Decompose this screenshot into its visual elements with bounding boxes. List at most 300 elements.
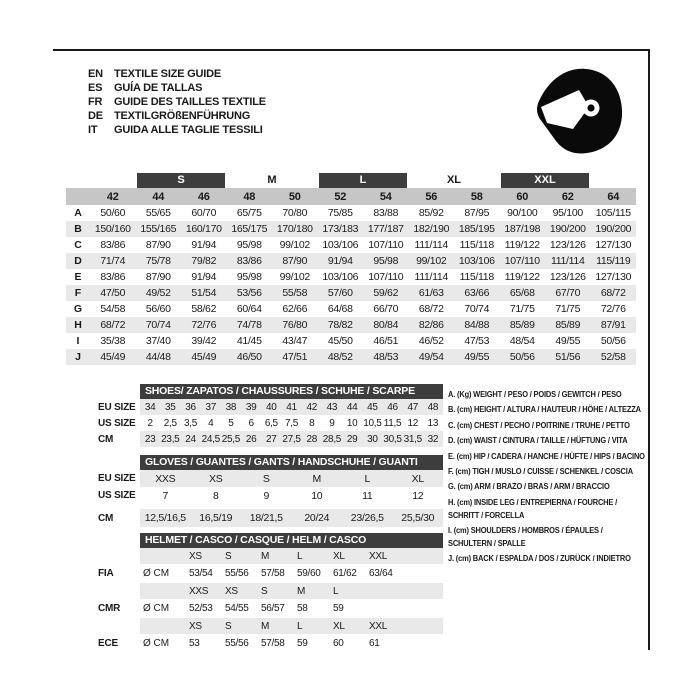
measurement-value: 63/66 — [464, 287, 490, 299]
language-title: GUIDA ALLE TAGLIE TESSILI — [114, 124, 263, 136]
measurement-value: 87/90 — [145, 239, 171, 251]
measurement-value: 49/52 — [145, 287, 171, 299]
measurement-value: 95/98 — [236, 239, 262, 251]
numeric-size: 58 — [470, 190, 483, 203]
gloves-size-value: 12,5/16,5 — [144, 512, 186, 524]
shoes-row-values — [140, 399, 443, 415]
measurement-row — [66, 269, 636, 285]
shoes-size-value: 44 — [346, 401, 358, 413]
measurement-value: 67/70 — [555, 287, 581, 299]
language-title: GUÍA DE TALLAS — [114, 82, 203, 94]
measurement-row — [66, 301, 636, 317]
helmet-size-label: XXL — [369, 550, 388, 562]
measurement-value: 64/68 — [327, 303, 353, 315]
shoes-size-value: 29 — [346, 433, 358, 445]
gloves-size-value: 25,5/30 — [401, 512, 435, 524]
measurement-value: 43/47 — [282, 335, 308, 347]
helmet-unit: Ø CM — [143, 567, 170, 579]
measurement-value: 79/82 — [191, 255, 217, 267]
helmet-size-label: M — [261, 620, 270, 632]
helmet-size-header-row — [98, 548, 443, 564]
shoes-size-value: 10,5 — [363, 417, 382, 429]
measurement-value: 65/75 — [236, 207, 262, 219]
measurement-value: 87/95 — [464, 207, 490, 219]
measurement-value: 71/74 — [100, 255, 126, 267]
size-group-label: L — [319, 173, 407, 188]
gloves-rows — [98, 470, 443, 527]
measurement-value: 99/102 — [279, 271, 310, 283]
legend-item: D. (cm) WAIST / CINTURA / TAILLE / HÜFTUNG / VITA — [448, 435, 628, 446]
measurement-value: 48/53 — [373, 351, 399, 363]
helmet-size-label: S — [225, 620, 232, 632]
shoes-section-header: SHOES/ ZAPATOS / CHAUSSURES / SCHUHE / SCARPE — [140, 384, 443, 399]
measurement-letter: A — [74, 207, 82, 219]
helmet-values — [140, 635, 443, 651]
helmet-size-value: 60 — [333, 637, 344, 649]
measurement-value: 95/100 — [552, 207, 583, 219]
helmet-size-label: XXS — [189, 585, 209, 597]
measurement-value: 85/89 — [509, 319, 535, 331]
legend-item: B. (cm) HEIGHT / ALTURA / HAUTEUR / HÖHE / ALTEZZA — [448, 404, 641, 415]
shoes-size-value: 40 — [266, 401, 277, 413]
shoes-size-value: 30 — [367, 433, 378, 445]
shoes-section — [98, 384, 443, 447]
numeric-size: 52 — [334, 190, 347, 203]
numeric-size: 62 — [561, 190, 574, 203]
measurement-value: 44/48 — [145, 351, 171, 363]
legend-item: A. (Kg) WEIGHT / PESO / POIDS / GEWITCH / PESO — [448, 389, 622, 399]
measurement-value: 56/60 — [145, 303, 171, 315]
measurement-value: 87/91 — [600, 319, 626, 331]
measurement-value: 48/54 — [509, 335, 535, 347]
measurement-letter: D — [74, 255, 82, 267]
legend-item: I. (cm) SHOULDERS / HOMBROS / ÉPAULES / SCHULTERN / SPALLE — [448, 524, 603, 548]
shoes-size-value: 23,5 — [161, 433, 180, 445]
helmet-size-value: 59/60 — [297, 567, 321, 579]
gloves-row-values — [140, 487, 443, 504]
language-title: GUIDE DES TAILLES TEXTILE — [114, 96, 266, 108]
shoes-size-value: 2,5 — [163, 417, 177, 429]
measurement-value: 165/175 — [231, 223, 268, 235]
measurement-value: 50/56 — [509, 351, 535, 363]
measurement-value: 111/114 — [414, 271, 449, 283]
shoes-size-value: 7,5 — [285, 417, 299, 429]
language-title: TEXTILE SIZE GUIDE — [114, 68, 222, 80]
measurement-value: 90/100 — [507, 207, 538, 219]
helmet-size-labels — [140, 583, 443, 599]
language-row — [88, 67, 266, 81]
measurement-value: 45/49 — [191, 351, 217, 363]
measurement-value: 95/98 — [373, 255, 399, 267]
size-group-label — [592, 173, 636, 188]
measurement-value: 87/90 — [145, 271, 171, 283]
measurement-value: 53/56 — [236, 287, 262, 299]
shoes-size-value: 42 — [306, 401, 317, 413]
shoes-size-value: 34 — [144, 401, 156, 413]
measurement-value: 68/72 — [600, 287, 626, 299]
measurement-value: 119/122 — [504, 271, 540, 283]
gloves-row-label: CM — [98, 512, 114, 524]
helmet-size-label: M — [261, 550, 270, 562]
gloves-row — [98, 470, 443, 487]
measurement-value: 75/78 — [145, 255, 171, 267]
accessory-size-tables — [98, 384, 443, 659]
helmet-size-label: XXL — [369, 620, 388, 632]
numeric-size: 48 — [243, 190, 256, 203]
gloves-size-value: 18/21,5 — [249, 512, 283, 524]
shoes-size-value: 25,5 — [221, 433, 241, 445]
measurement-value: 78/82 — [327, 319, 353, 331]
helmet-size-label: S — [261, 585, 268, 597]
numeric-size: 64 — [607, 190, 620, 203]
measurement-value: 50/60 — [100, 207, 126, 219]
shoes-size-value: 27,5 — [282, 433, 301, 445]
helmet-standard-label: CMR — [98, 602, 121, 614]
measurement-value: 51/54 — [191, 287, 217, 299]
helmet-size-value: 52/53 — [189, 602, 213, 614]
measurement-value: 115/119 — [596, 255, 631, 267]
legend-item: J. (cm) BACK / ESPALDA / DOS / ZURÜCK / INDIETRO — [448, 553, 631, 564]
shoes-size-value: 28 — [306, 433, 317, 445]
helmet-value-row — [98, 565, 443, 581]
shoes-size-value: 24 — [185, 433, 196, 445]
shoes-size-value: 36 — [185, 401, 196, 413]
shoes-size-value: 12 — [407, 417, 418, 429]
measurement-value: 85/92 — [418, 207, 444, 219]
measurement-value: 105/115 — [595, 207, 631, 219]
gloves-size-value: XS — [209, 472, 223, 485]
helmet-size-label: XS — [225, 585, 238, 597]
helmet-section — [98, 533, 443, 651]
measurement-value: 111/114 — [414, 239, 449, 251]
measurement-rows — [66, 205, 636, 365]
top-border-rule — [53, 49, 650, 51]
gloves-size-value: 23/26,5 — [350, 512, 384, 524]
measurement-value: 95/98 — [236, 271, 262, 283]
measurement-value: 107/110 — [368, 271, 404, 283]
measurement-value: 47/53 — [464, 335, 490, 347]
measurement-letter: E — [74, 271, 82, 283]
measurement-value: 177/187 — [367, 223, 404, 235]
shoes-size-value: 3,5 — [184, 417, 198, 429]
helmet-size-value: 61/62 — [333, 567, 357, 579]
measurement-value: 35/38 — [100, 335, 126, 347]
measurement-value: 46/52 — [418, 335, 444, 347]
helmet-size-header-row — [98, 583, 443, 599]
language-code: DE — [88, 110, 103, 122]
measurement-row — [66, 349, 636, 365]
measurement-value: 72/76 — [600, 303, 626, 315]
measurement-value: 182/190 — [413, 223, 450, 235]
gloves-size-value: 20/24 — [304, 512, 330, 524]
size-letter-header-row — [66, 172, 636, 188]
helmet-unit: Ø CM — [143, 637, 170, 649]
gloves-size-value: 16,5/19 — [199, 512, 233, 524]
helmet-standard-group — [98, 618, 443, 651]
numeric-size: 44 — [152, 190, 165, 203]
helmet-size-value: 59 — [297, 637, 308, 649]
gloves-size-value: XXS — [155, 472, 176, 485]
language-title: TEXTILGRÖßENFÜHRUNG — [114, 110, 251, 122]
measurement-value: 47/50 — [100, 287, 126, 299]
size-group-label: XXL — [501, 173, 589, 188]
gloves-size-value: 8 — [212, 489, 219, 502]
measurement-value: 82/86 — [418, 319, 444, 331]
helmet-size-value: 53 — [189, 637, 200, 649]
measurement-value: 173/183 — [322, 223, 359, 235]
measurement-value: 49/55 — [555, 335, 581, 347]
measurement-value: 103/106 — [322, 271, 359, 283]
measurement-value: 58/62 — [191, 303, 217, 315]
helmet-size-value: 57/58 — [261, 567, 285, 579]
measurement-value: 39/42 — [191, 335, 217, 347]
numeric-size: 54 — [379, 190, 392, 203]
measurement-row — [66, 221, 636, 237]
size-group-label: XL — [446, 173, 462, 186]
shoes-size-value: 41 — [286, 401, 297, 413]
measurement-value: 127/130 — [595, 271, 632, 283]
measurement-letter: I — [76, 335, 80, 347]
measurement-value: 115/118 — [459, 271, 494, 283]
size-group-label — [90, 173, 134, 188]
helmet-size-label: XS — [189, 550, 202, 562]
measurement-value: 51/56 — [555, 351, 581, 363]
measurement-value: 190/200 — [549, 223, 586, 235]
helmet-size-label: L — [297, 620, 303, 632]
gloves-row — [98, 487, 443, 504]
measurement-value: 91/94 — [191, 271, 217, 283]
measurement-value: 72/76 — [191, 319, 217, 331]
gloves-section-header: GLOVES / GUANTES / GANTS / HANDSCHUHE / GUANTI — [140, 455, 443, 470]
shoes-size-value: 6,5 — [264, 417, 278, 429]
measurement-value: 61/63 — [418, 287, 444, 299]
gloves-row-values — [140, 509, 443, 527]
measurement-value: 70/74 — [464, 303, 490, 315]
measurement-value: 47/51 — [282, 351, 308, 363]
helmet-size-value: 54/55 — [225, 602, 249, 614]
language-code: IT — [88, 124, 98, 136]
measurement-value: 83/86 — [100, 239, 126, 251]
helmet-section-header: HELMET / CASCO / CASQUE / HELM / CASCO — [140, 533, 443, 548]
shoes-row — [98, 399, 443, 415]
helmet-unit: Ø CM — [143, 602, 170, 614]
measurement-value: 103/106 — [322, 239, 359, 251]
helmet-size-label: L — [333, 585, 339, 597]
measurement-value: 83/86 — [236, 255, 262, 267]
measurement-letter: B — [74, 223, 82, 235]
helmet-icon — [528, 62, 624, 158]
shoes-size-value: 26 — [245, 433, 257, 445]
measurement-value: 99/102 — [279, 239, 310, 251]
measurement-row — [66, 317, 636, 333]
measurement-value: 70/80 — [282, 207, 308, 219]
measurement-value: 68/72 — [418, 303, 444, 315]
measurement-value: 49/54 — [418, 351, 444, 363]
helmet-size-value: 63/64 — [369, 567, 393, 579]
measurement-value: 46/51 — [373, 335, 399, 347]
gloves-size-value: 12 — [412, 489, 424, 502]
language-row — [88, 109, 266, 123]
language-code: ES — [88, 82, 103, 94]
helmet-size-value: 56/57 — [261, 602, 285, 614]
measurement-value: 83/88 — [373, 207, 399, 219]
gloves-size-value: XL — [411, 472, 424, 485]
size-group-label: M — [267, 173, 277, 186]
helmet-size-value: 55/56 — [225, 637, 249, 649]
shoes-rows — [98, 399, 443, 447]
numeric-size: 46 — [197, 190, 210, 203]
shoes-size-value: 32 — [427, 433, 439, 445]
gloves-row-label: EU SIZE — [98, 473, 136, 484]
helmet-groups — [98, 548, 443, 651]
shoes-size-value: 37 — [205, 401, 216, 413]
measurement-value: 55/58 — [282, 287, 308, 299]
shoes-row-label: EU SIZE — [98, 401, 136, 413]
gloves-row-label: US SIZE — [98, 490, 136, 501]
legend-item: C. (cm) CHEST / PECHO / POITRINE / TRUHE / PETTO — [448, 419, 630, 430]
measurement-value: 91/94 — [191, 239, 217, 251]
measurement-value: 65/68 — [509, 287, 535, 299]
measurement-value: 57/60 — [327, 287, 353, 299]
measurement-value: 80/84 — [373, 319, 399, 331]
measurement-row — [66, 237, 636, 253]
measurement-value: 50/56 — [600, 335, 626, 347]
measurement-value: 107/110 — [504, 255, 540, 267]
shoes-size-value: 48 — [427, 401, 439, 413]
measurement-value: 84/88 — [464, 319, 490, 331]
measurement-legend — [448, 388, 648, 568]
numeric-size-header-row — [66, 188, 636, 205]
measurement-value: 123/126 — [549, 271, 586, 283]
measurement-value: 70/74 — [145, 319, 171, 331]
helmet-standard-group — [98, 548, 443, 581]
shoes-size-value: 10 — [346, 417, 358, 429]
measurement-value: 45/49 — [100, 351, 126, 363]
measurement-value: 37/40 — [145, 335, 171, 347]
helmet-size-value: 61 — [369, 637, 380, 649]
gloves-row-values — [140, 470, 443, 487]
helmet-size-value: 59 — [333, 602, 344, 614]
measurement-value: 45/50 — [327, 335, 353, 347]
shoes-size-value: 4 — [208, 417, 214, 429]
helmet-size-label: XL — [333, 550, 345, 562]
shoes-size-value: 31,5 — [403, 433, 422, 445]
measurement-value: 119/122 — [504, 239, 540, 251]
measurement-value: 127/130 — [595, 239, 632, 251]
measurement-value: 54/58 — [100, 303, 126, 315]
measurement-value: 187/198 — [504, 223, 541, 235]
language-title-list — [88, 67, 266, 137]
measurement-value: 103/106 — [458, 255, 495, 267]
shoes-size-value: 35 — [165, 401, 176, 413]
measurement-value: 46/50 — [236, 351, 262, 363]
helmet-size-header-row — [98, 618, 443, 634]
measurement-value: 155/165 — [140, 223, 177, 235]
numeric-size: 60 — [516, 190, 529, 203]
shoes-row — [98, 415, 443, 431]
textile-size-table — [66, 172, 636, 365]
measurement-value: 111/114 — [550, 255, 585, 267]
measurement-value: 74/78 — [236, 319, 262, 331]
helmet-values — [140, 565, 443, 581]
measurement-row — [66, 205, 636, 221]
measurement-value: 91/94 — [327, 255, 353, 267]
measurement-value: 185/195 — [458, 223, 495, 235]
helmet-size-label: S — [225, 550, 232, 562]
measurement-value: 160/170 — [185, 223, 222, 235]
shoes-size-value: 5 — [228, 417, 234, 429]
measurement-value: 76/80 — [282, 319, 308, 331]
helmet-size-labels — [140, 548, 443, 564]
shoes-size-value: 28,5 — [322, 433, 342, 445]
shoes-size-value: 27 — [266, 433, 277, 445]
language-row — [88, 95, 266, 109]
measurement-value: 52/58 — [600, 351, 626, 363]
measurement-value: 83/86 — [100, 271, 126, 283]
shoes-size-value: 6 — [248, 417, 254, 429]
measurement-row — [66, 253, 636, 269]
shoes-row-values — [140, 431, 443, 447]
numeric-size: 50 — [288, 190, 301, 203]
gloves-size-value: S — [262, 472, 270, 485]
measurement-letter: H — [74, 319, 82, 331]
shoes-row-label: US SIZE — [98, 417, 136, 429]
measurement-value: 49/55 — [464, 351, 490, 363]
helmet-size-labels — [140, 618, 443, 634]
measurement-value: 62/66 — [282, 303, 308, 315]
helmet-size-value: 57/58 — [261, 637, 285, 649]
measurement-value: 99/102 — [416, 255, 447, 267]
measurement-row — [66, 285, 636, 301]
shoes-size-value: 9 — [329, 417, 335, 429]
helmet-standard-group — [98, 583, 443, 616]
measurement-value: 85/89 — [555, 319, 581, 331]
measurement-value: 66/70 — [373, 303, 399, 315]
measurement-value: 75/85 — [327, 207, 353, 219]
numeric-size: 42 — [106, 190, 119, 203]
measurement-value: 48/52 — [327, 351, 353, 363]
measurement-value: 150/160 — [94, 223, 131, 235]
language-row — [88, 81, 266, 95]
shoes-size-value: 39 — [245, 401, 257, 413]
right-border-rule — [648, 49, 650, 650]
language-code: EN — [88, 68, 103, 80]
helmet-size-value: 58 — [297, 602, 308, 614]
helmet-standard-label: ECE — [98, 637, 118, 649]
shoes-size-value: 38 — [225, 401, 237, 413]
helmet-size-label: M — [297, 585, 306, 597]
measurement-letter: C — [74, 239, 82, 251]
measurement-value: 55/65 — [145, 207, 171, 219]
measurement-letter: J — [75, 351, 81, 363]
gloves-size-value: 9 — [263, 489, 270, 502]
measurement-value: 107/110 — [368, 239, 404, 251]
measurement-value: 170/180 — [276, 223, 313, 235]
helmet-size-label: XL — [333, 620, 345, 632]
legend-item: G. (cm) ARM / BRAZO / BRAS / ARM / BRACCIO — [448, 481, 610, 492]
shoes-size-value: 43 — [326, 401, 338, 413]
measurement-value: 59/62 — [373, 287, 399, 299]
shoes-size-value: 47 — [407, 401, 418, 413]
measurement-value: 71/75 — [509, 303, 535, 315]
shoes-row — [98, 431, 443, 447]
helmet-value-row — [98, 600, 443, 616]
gloves-size-value: 11 — [362, 489, 373, 502]
shoes-row-label: CM — [98, 433, 114, 445]
helmet-values — [140, 600, 443, 616]
measurement-value: 60/64 — [236, 303, 262, 315]
size-group-label: S — [137, 173, 225, 188]
